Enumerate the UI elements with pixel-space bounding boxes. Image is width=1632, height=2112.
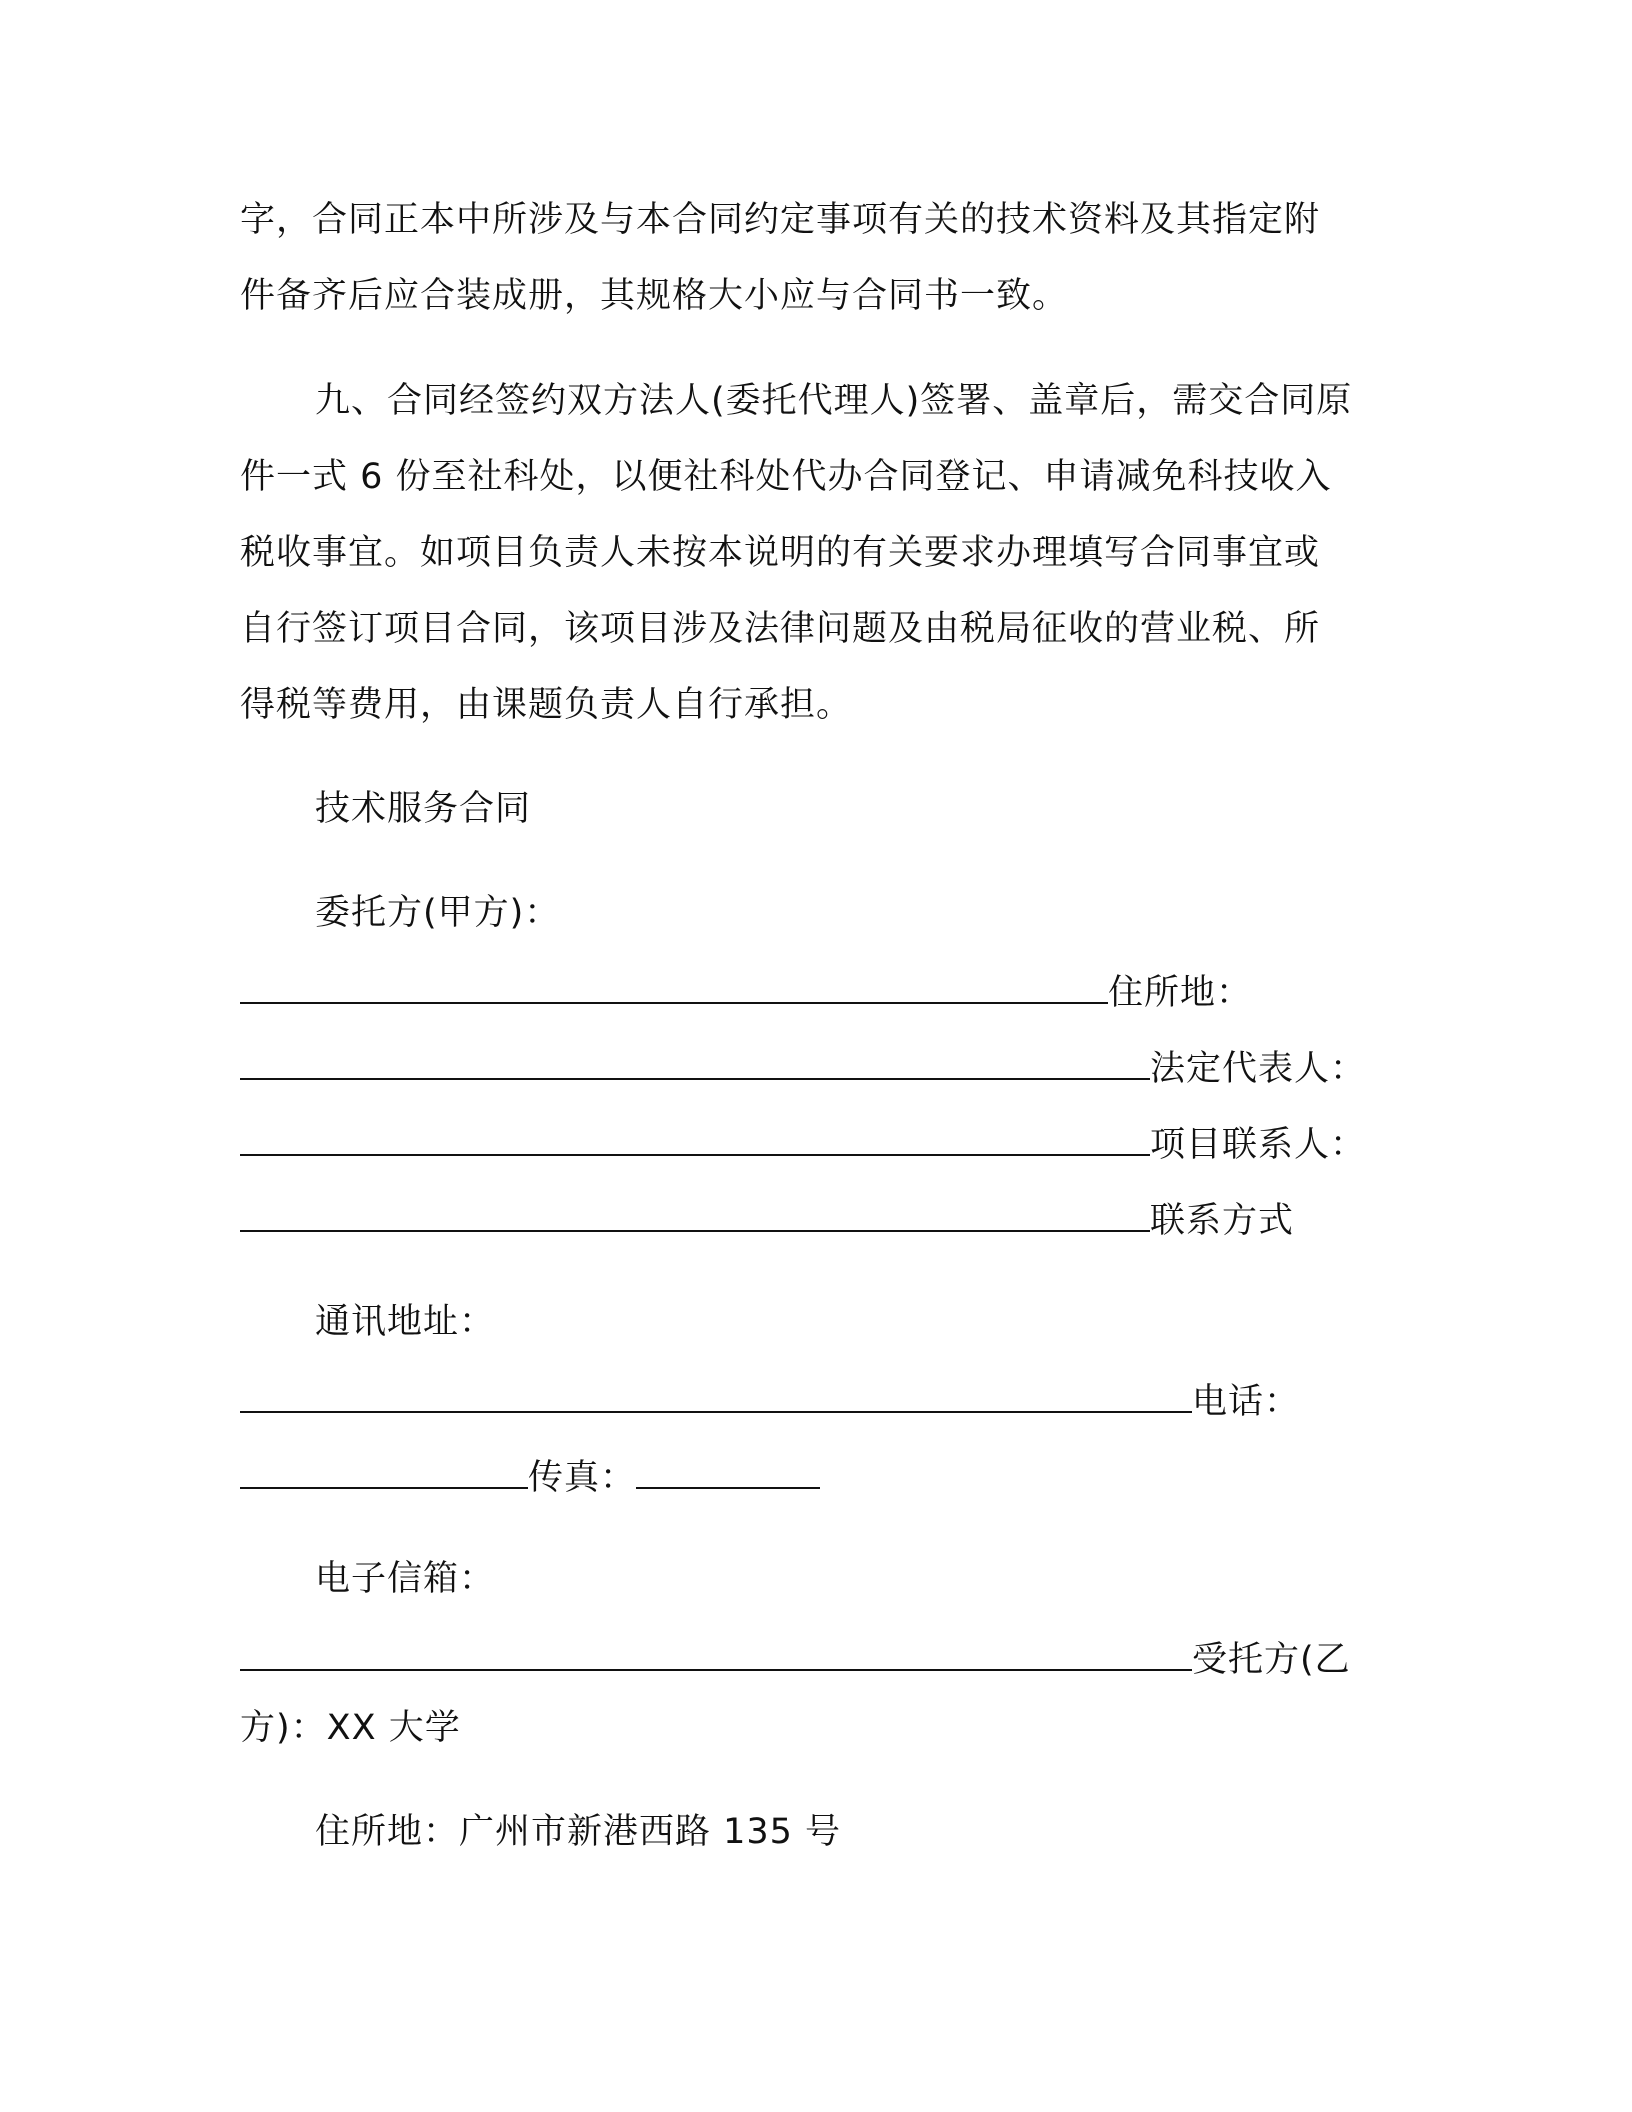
party-b-name: 方)：XX 大学 [240,1708,461,1748]
party-b-address: 住所地：广州市新港西路 135 号 [315,1812,842,1852]
legal-rep-label: 法定代表人： [1150,1049,1367,1089]
contact-method-label: 联系方式 [1150,1201,1295,1241]
party-a-contact-method-row [240,1197,1294,1245]
party-a-address-row [240,969,1252,1017]
fax-row [240,1454,820,1502]
mail-address-label: 通讯地址： [315,1302,496,1342]
paragraph-9-line-5: 得税等费用，由课题负责人自行承担。 [240,685,853,725]
paragraph-8-line-1: 字，合同正本中所涉及与本合同约定事项有关的技术资料及其指定附 [240,200,1321,240]
paragraph-8-line-2: 件备齐后应合装成册，其规格大小应与合同书一致。 [240,276,1069,316]
paragraph-9-line-4: 自行签订项目合同，该项目涉及法律问题及由税局征收的营业税、所 [240,609,1321,649]
email-blank[interactable] [240,1639,1192,1671]
mail-address-blank[interactable] [240,1381,1192,1413]
address-blank[interactable] [240,1048,1150,1080]
party-a-name-blank[interactable] [240,972,1108,1004]
phone-label: 电话： [1192,1382,1301,1422]
party-a-contact-person-row [240,1121,1366,1169]
paragraph-9-line-3: 税收事宜。如项目负责人未按本说明的有关要求办理填写合同事宜或 [240,533,1321,573]
paragraph-9-line-2: 件一式 6 份至社科处，以便社科处代办合同登记、申请减免科技收入 [240,457,1332,497]
email-label: 电子信箱： [315,1559,496,1599]
phone-blank[interactable] [240,1457,528,1489]
fax-label: 传真： [528,1458,637,1498]
party-a-legal-rep-row [240,1045,1366,1093]
party-b-label: 受托方(乙 [1192,1640,1351,1680]
legal-rep-blank[interactable] [240,1124,1150,1156]
paragraph-9-line-1: 九、合同经签约双方法人(委托代理人)签署、盖章后，需交合同原 [315,381,1353,421]
fax-blank[interactable] [636,1457,820,1489]
party-b-label-row [240,1636,1351,1684]
phone-row [240,1378,1300,1426]
contract-title: 技术服务合同 [315,789,532,829]
contact-person-label: 项目联系人： [1150,1125,1367,1165]
contact-person-blank[interactable] [240,1200,1150,1232]
address-label: 住所地： [1108,973,1253,1013]
party-a-label: 委托方(甲方)： [315,893,561,933]
